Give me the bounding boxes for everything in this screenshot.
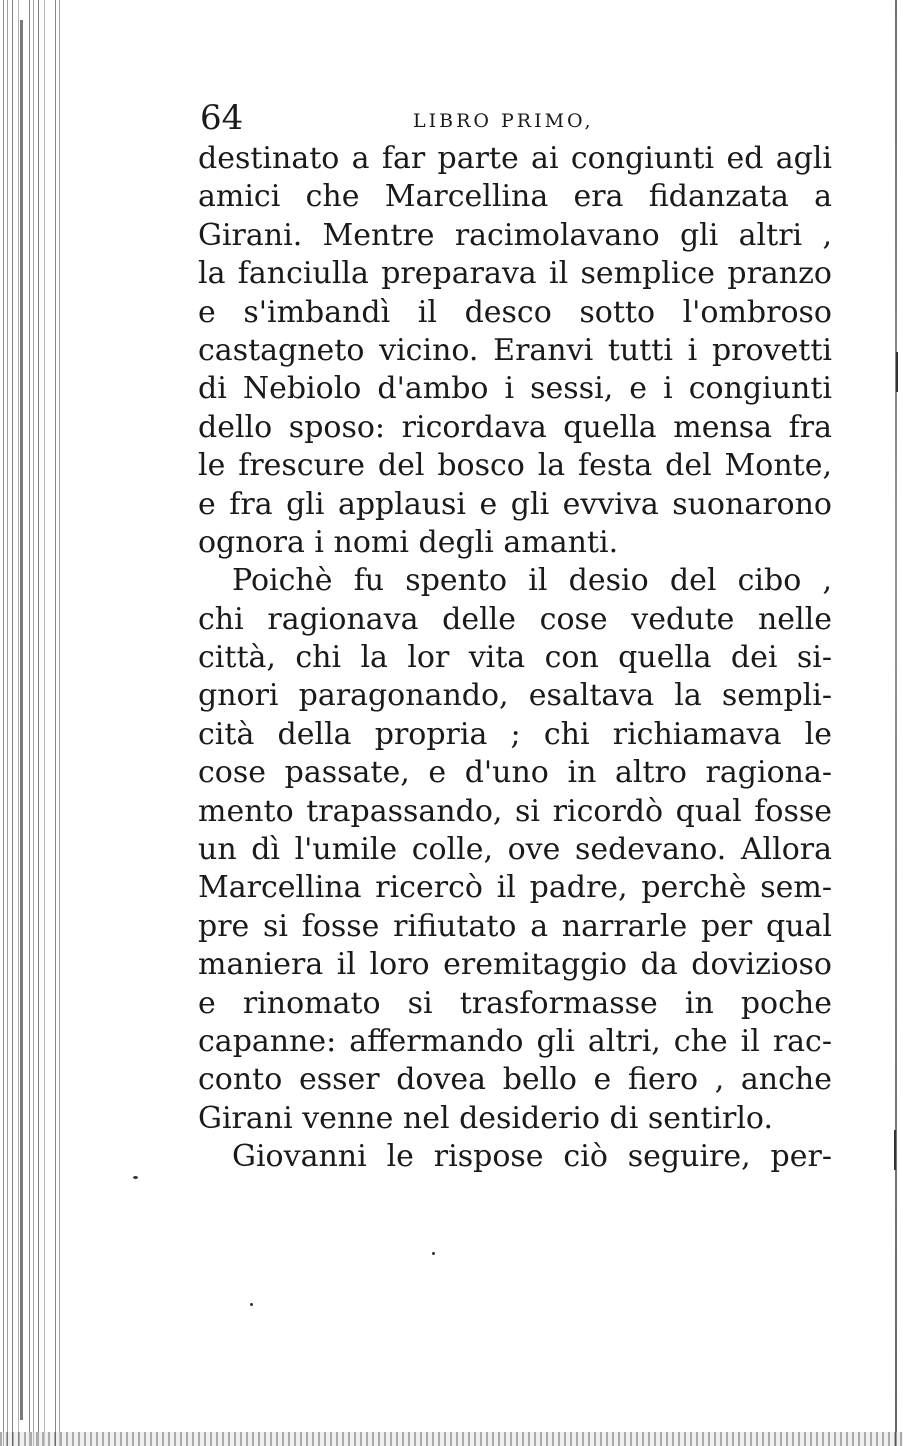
text-line: destinato a far parte ai congiunti ed agli (198, 141, 832, 176)
scan-speck (133, 1176, 138, 1179)
scan-speck (894, 1130, 896, 1170)
scan-speck (250, 1303, 253, 1306)
scan-speck (432, 1252, 435, 1255)
text-line: chi ragionava delle cose vedute nelle (198, 601, 832, 637)
text-line: di Nebiolo d'ambo i sessi, e i congiunti (198, 371, 832, 407)
text-line: un dì l'umile colle, ove sedevano. Allora (198, 832, 832, 868)
text-line: e rinomato si trasformasse in poche (198, 985, 832, 1021)
page-edge-right (895, 0, 897, 1446)
text-line: città, chi la lor vita con quella dei si- (198, 640, 832, 676)
text-line: Marcellina ricercò il padre, perchè sem- (198, 870, 832, 906)
text-line: gnori paragonando, esaltava la sempli- (198, 678, 832, 714)
text-line: Poichè fu spento il desio del cibo , (232, 563, 832, 599)
page-number: 64 (200, 98, 244, 138)
running-head: LIBRO PRIMO, (413, 110, 594, 132)
text-line: conto esser dovea bello e fiero , anche (198, 1062, 832, 1098)
text-line: dello sposo: ricordava quella mensa fra (198, 409, 832, 445)
text-line: e s'imbandì il desco sotto l'ombroso (198, 294, 832, 330)
text-line: cità della propria ; chi richiamava le (198, 716, 832, 752)
scan-speck (896, 352, 898, 392)
text-line: amici che Marcellina era fidanzata a (198, 179, 832, 215)
page-edge-bottom (0, 1432, 903, 1446)
text-line: ognora i nomi degli amanti. (198, 524, 619, 560)
text-line: cose passate, e d'uno in altro ragiona- (198, 755, 832, 791)
page-header (198, 96, 828, 142)
text-line: la fanciulla preparava il semplice pranzo (198, 256, 832, 292)
text-line: castagneto vicino. Eranvi tutti i provetti (198, 332, 832, 368)
text-line: e fra gli applausi e gli evviva suonarono (198, 486, 832, 522)
text-line: le frescure del bosco la festa del Monte, (198, 448, 832, 484)
binding-shadow (20, 20, 23, 1420)
text-line: capanne: affermando gli altri, che il rac- (198, 1023, 832, 1059)
text-line: mento trapassando, si ricordò qual fosse (198, 793, 832, 829)
text-line: Giovanni le rispose ciò seguire, per- (232, 1139, 832, 1175)
body-text (198, 140, 832, 1177)
binding-edge (0, 0, 62, 1446)
text-line: pre si fosse rifiutato a narrarle per qual (198, 908, 832, 944)
text-line: Girani venne nel desiderio di sentirlo. (198, 1100, 773, 1136)
text-line: maniera il loro eremitaggio da dovizioso (198, 947, 832, 983)
text-line: Girani. Mentre racimolavano gli altri , (198, 217, 832, 253)
